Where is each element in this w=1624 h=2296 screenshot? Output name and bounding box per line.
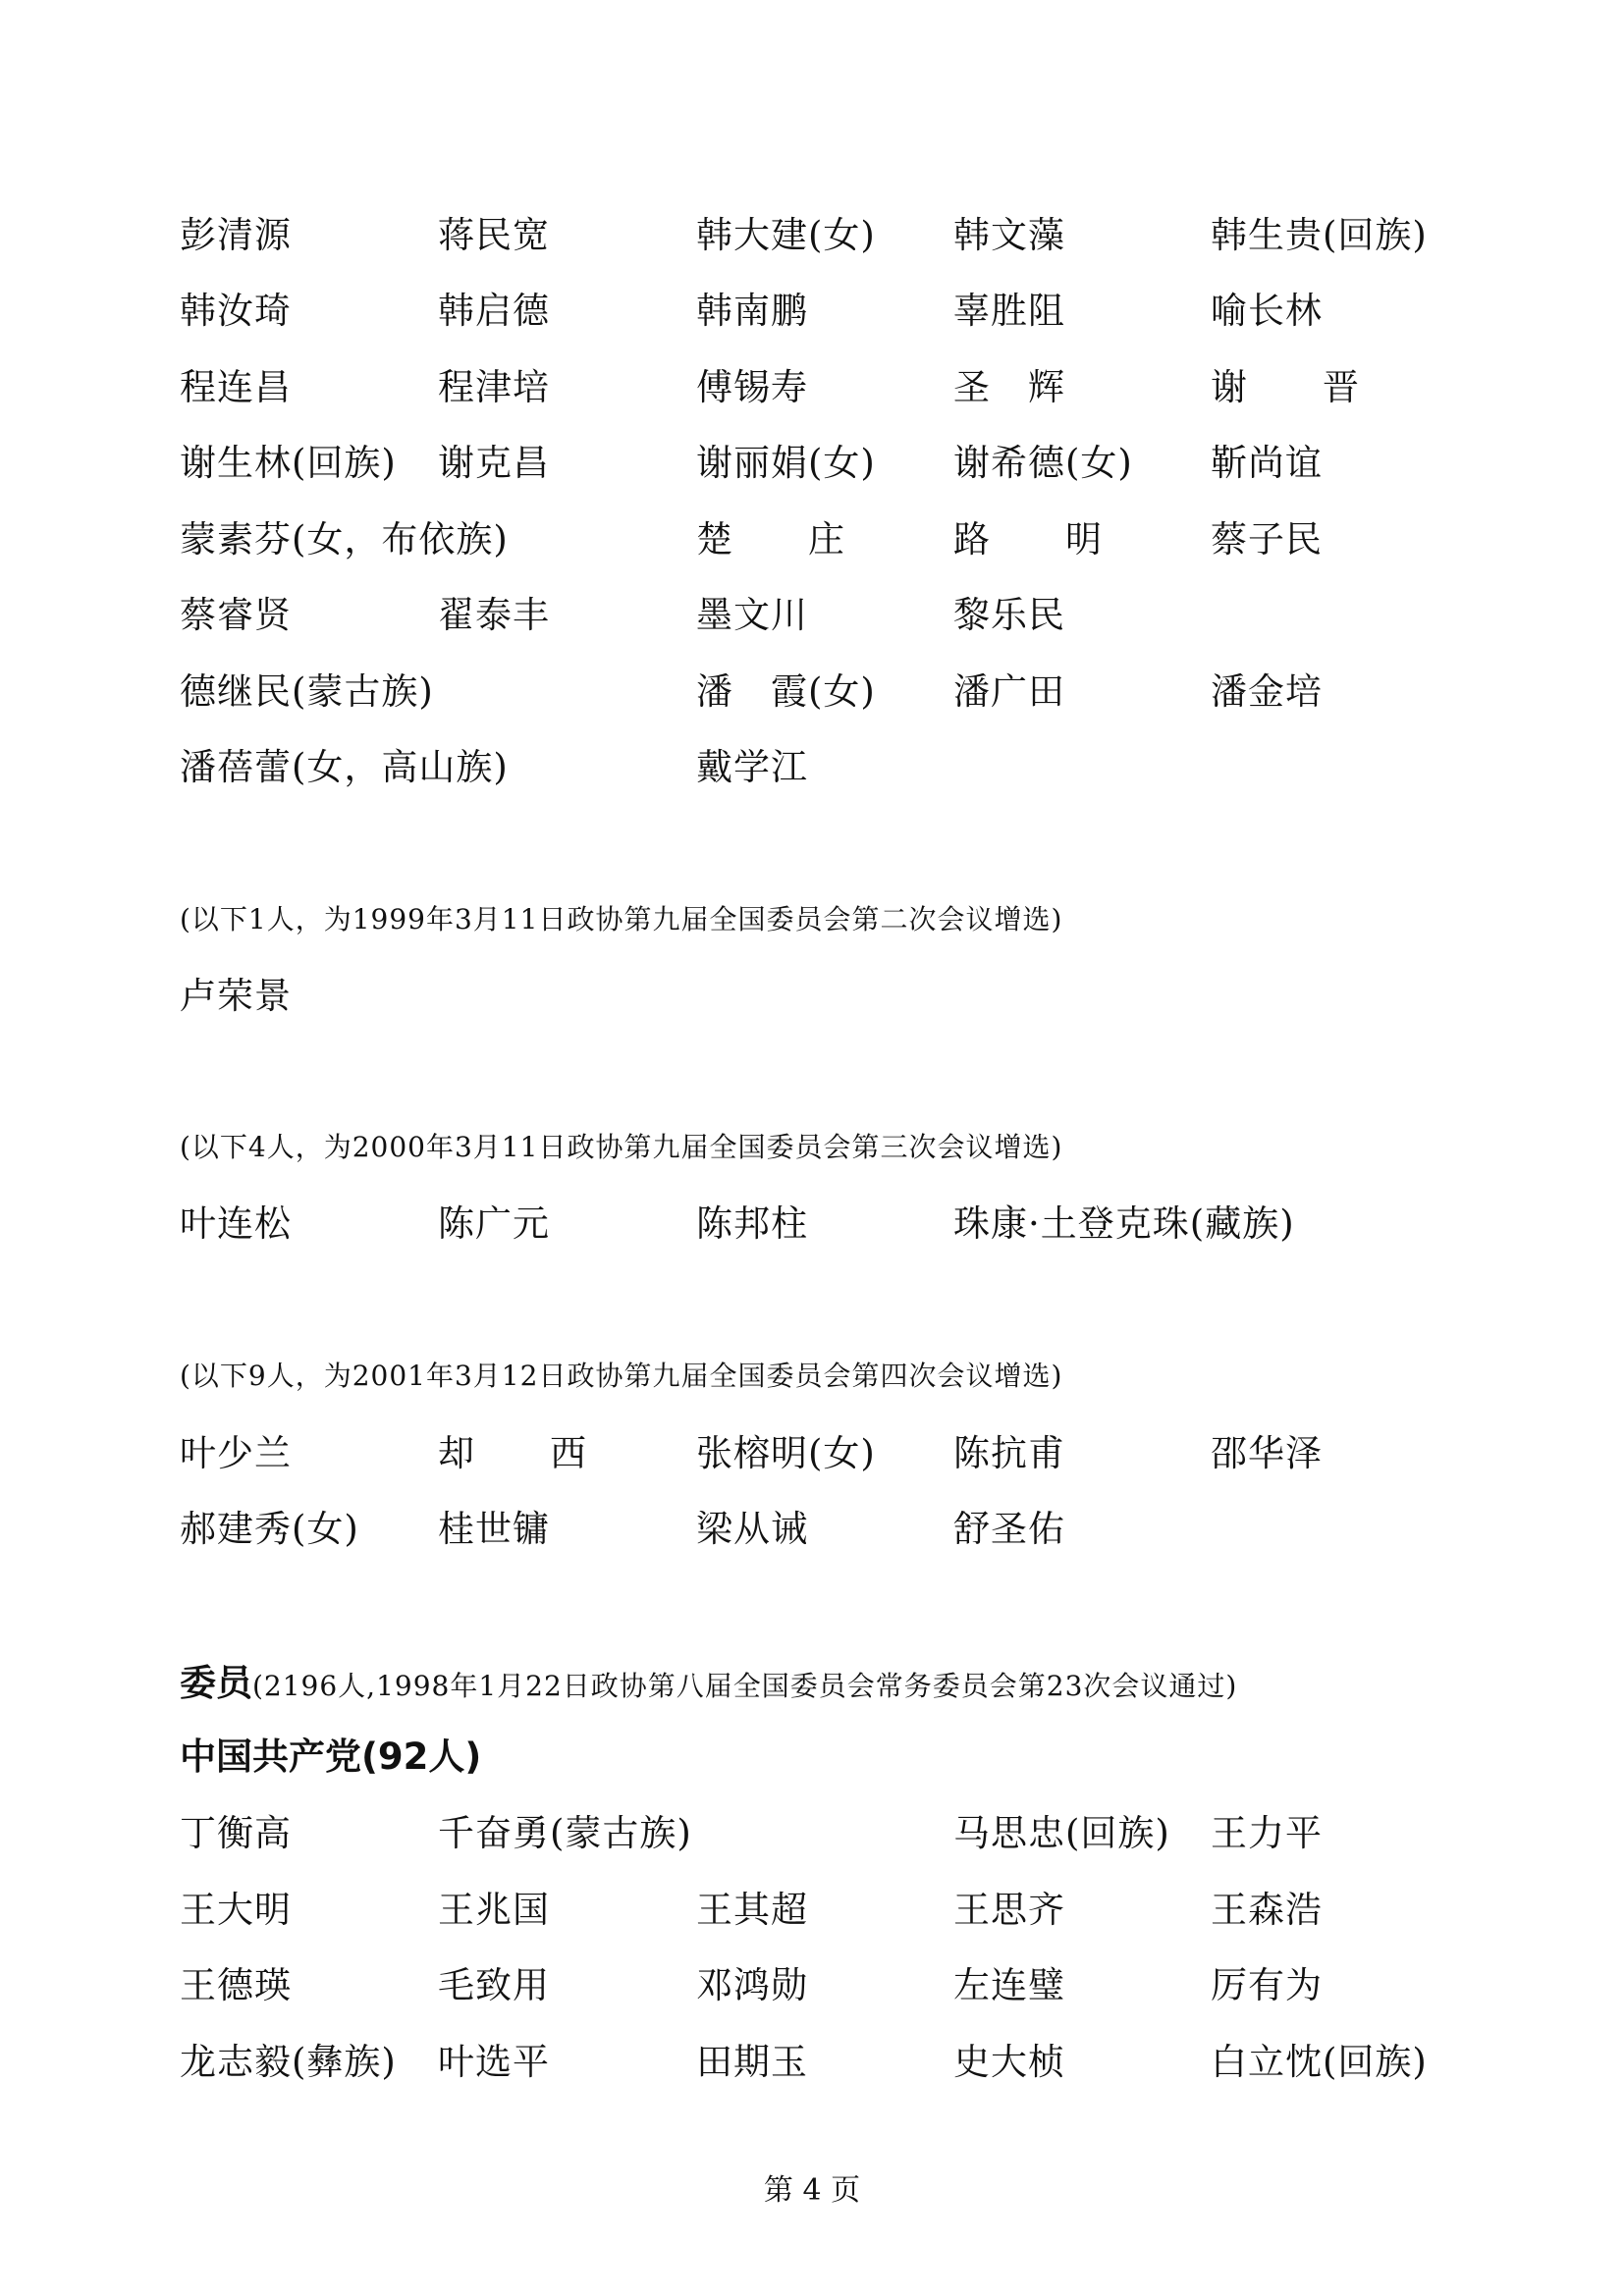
member-name: 潘蓓蕾(女，高山族): [180, 746, 509, 788]
member-name: 谢克昌: [438, 442, 550, 484]
addition-note-2000: (以下4人，为2000年3月11日政协第九届全国委员会第三次会议增选): [180, 1131, 1063, 1163]
member-name: 蒙素芬(女，布依族): [180, 518, 509, 561]
member-name: 谢丽娟(女): [696, 442, 876, 484]
member-name: 潘金培: [1211, 670, 1323, 713]
member-name: 龙志毅(彝族): [180, 2041, 397, 2083]
member-name: 王大明: [180, 1889, 292, 1931]
member-name: 蔡睿贤: [180, 594, 292, 636]
member-name: 白立忱(回族): [1211, 2041, 1428, 2083]
member-name: 王德瑛: [180, 1964, 292, 2006]
member-name: 潘广田: [953, 670, 1065, 713]
member-name: 邓鸿勋: [696, 1964, 808, 2006]
name-row: [0, 1956, 1624, 2015]
name-row: [0, 967, 1624, 1026]
page-number: 第 4 页: [763, 2173, 861, 2208]
member-name: 叶少兰: [180, 1432, 292, 1474]
member-name: 马思忠(回族): [953, 1812, 1170, 1854]
member-name: 厉有为: [1211, 1964, 1323, 2006]
member-name: 陈抗甫: [953, 1432, 1065, 1474]
member-name: 桂世镛: [438, 1508, 550, 1550]
member-name: 张榕明(女): [696, 1432, 876, 1474]
name-row: [0, 510, 1624, 569]
member-name: 彭清源: [180, 214, 292, 256]
member-name: 丁衡高: [180, 1812, 292, 1854]
name-row: [0, 434, 1624, 493]
member-name: 墨文川: [696, 594, 808, 636]
member-name: 珠康·土登克珠(藏族): [953, 1202, 1295, 1245]
party-group-title: 中国共产党(92人): [180, 1735, 482, 1778]
name-row: [0, 358, 1624, 417]
name-row: [0, 1195, 1624, 1254]
member-name: 程津培: [438, 366, 550, 408]
name-row: [0, 1804, 1624, 1863]
member-name: 韩南鹏: [696, 290, 808, 332]
member-name: 韩文藻: [953, 214, 1065, 256]
member-name: 郝建秀(女): [180, 1508, 359, 1550]
member-name: 楚 庄: [696, 518, 845, 561]
addition-note-1999: (以下1人，为1999年3月11日政协第九届全国委员会第二次会议增选): [180, 903, 1063, 935]
member-name: 韩生贵(回族): [1211, 214, 1428, 256]
name-row: [0, 1500, 1624, 1559]
addition-note-2001: (以下9人，为2001年3月12日政协第九届全国委员会第四次会议增选): [180, 1360, 1063, 1392]
name-row: [0, 206, 1624, 265]
name-row: [0, 282, 1624, 341]
member-name: 梁从诫: [696, 1508, 808, 1550]
member-name: 左连璧: [953, 1964, 1065, 2006]
member-name: 王其超: [696, 1889, 808, 1931]
name-row: [0, 663, 1624, 721]
member-name: 德继民(蒙古族): [180, 670, 434, 713]
member-name: 靳尚谊: [1211, 442, 1323, 484]
members-heading: [180, 1654, 1237, 1716]
member-name: 谢 晋: [1211, 366, 1360, 408]
member-name: 叶选平: [438, 2041, 550, 2083]
member-name: 蔡子民: [1211, 518, 1323, 561]
name-row: [0, 2033, 1624, 2092]
member-name: 傅锡寿: [696, 366, 808, 408]
member-name: 史大桢: [953, 2041, 1065, 2083]
member-name: 王森浩: [1211, 1889, 1323, 1931]
member-name: 谢希德(女): [953, 442, 1133, 484]
member-name: 王思齐: [953, 1889, 1065, 1931]
member-name: 翟泰丰: [438, 594, 550, 636]
member-name: 蒋民宽: [438, 214, 550, 256]
member-name: 千奋勇(蒙古族): [438, 1812, 692, 1854]
member-name: 卢荣景: [180, 975, 292, 1017]
member-name: 潘 霞(女): [696, 670, 876, 713]
member-name: 程连昌: [180, 366, 292, 408]
members-title: 委员: [180, 1662, 252, 1704]
member-name: 韩大建(女): [696, 214, 876, 256]
members-title-note: (2196人,1998年1月22日政协第八届全国委员会常务委员会第23次会议通过): [252, 1670, 1238, 1702]
member-name: 毛致用: [438, 1964, 550, 2006]
member-name: 路 明: [953, 518, 1103, 561]
member-name: 辜胜阻: [953, 290, 1065, 332]
name-row: [0, 586, 1624, 645]
member-name: 韩汝琦: [180, 290, 292, 332]
member-name: 韩启德: [438, 290, 550, 332]
member-name: 谢生林(回族): [180, 442, 397, 484]
member-name: 王力平: [1211, 1812, 1323, 1854]
member-name: 邵华泽: [1211, 1432, 1323, 1474]
member-name: 黎乐民: [953, 594, 1065, 636]
name-row: [0, 1424, 1624, 1483]
member-name: 田期玉: [696, 2041, 808, 2083]
member-name: 王兆国: [438, 1889, 550, 1931]
member-name: 圣 辉: [953, 366, 1065, 408]
member-name: 喻长林: [1211, 290, 1323, 332]
member-name: 陈广元: [438, 1202, 550, 1245]
member-name: 舒圣佑: [953, 1508, 1065, 1550]
name-row: [0, 738, 1624, 797]
member-name: 戴学江: [696, 746, 808, 788]
name-row: [0, 1881, 1624, 1940]
member-name: 叶连松: [180, 1202, 292, 1245]
member-name: 却 西: [438, 1432, 587, 1474]
member-name: 陈邦柱: [696, 1202, 808, 1245]
